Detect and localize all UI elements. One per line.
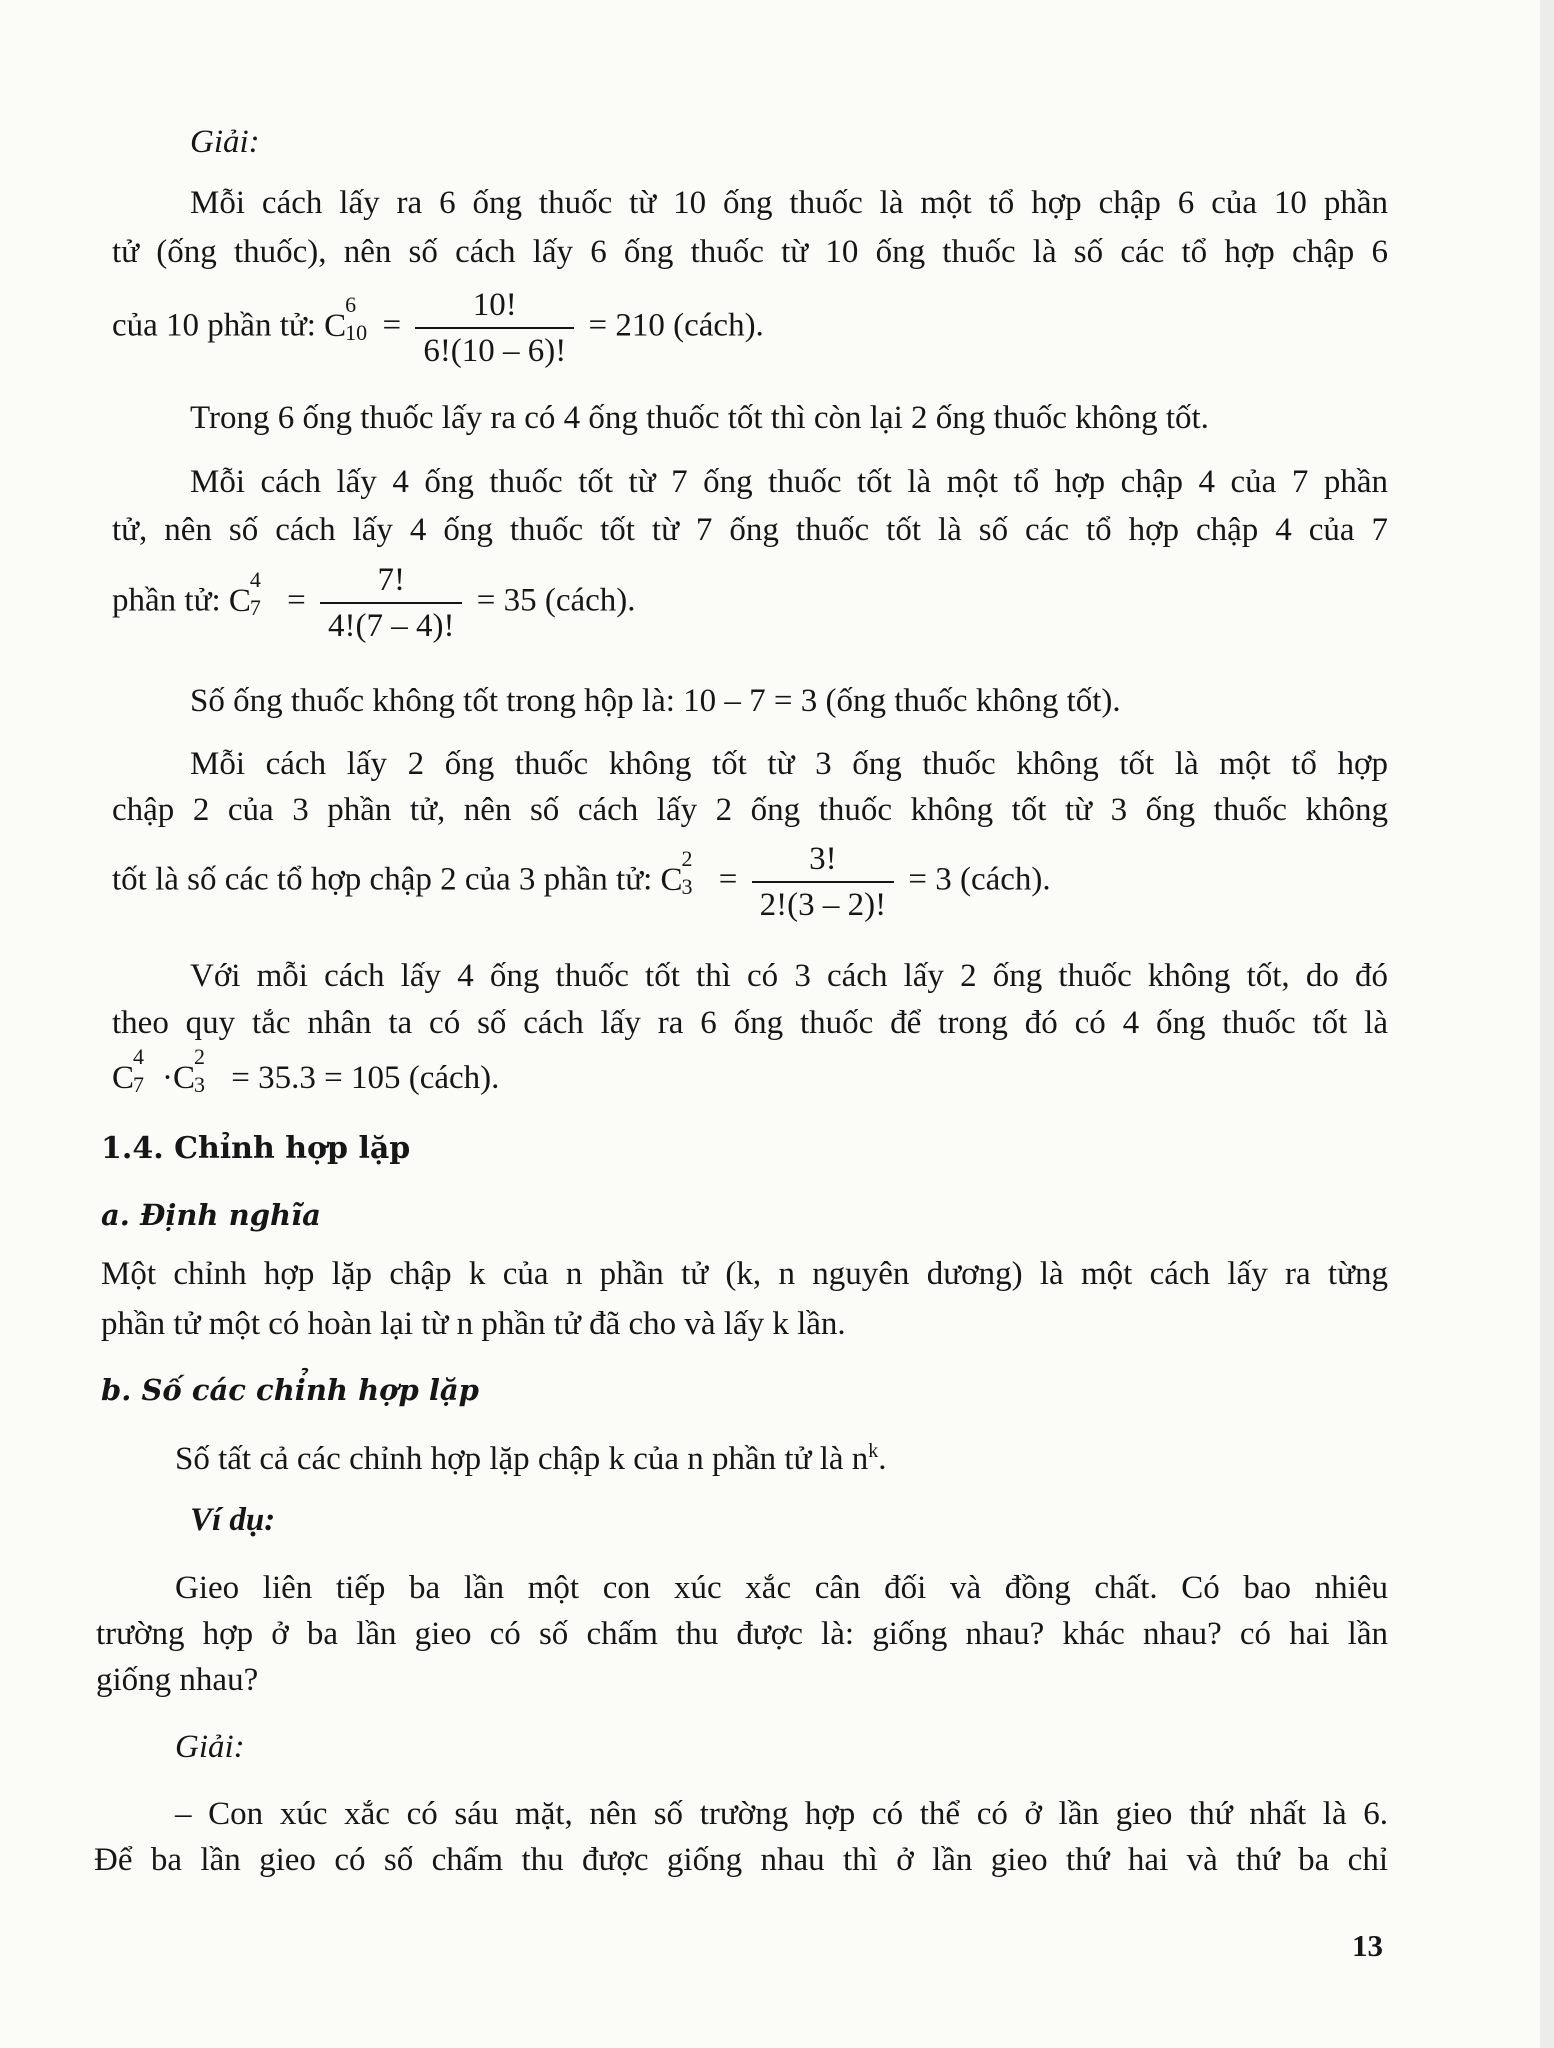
combination-symbol: C 6 10 <box>324 291 368 345</box>
page-edge-shadow <box>1540 0 1554 2048</box>
paragraph-line: Mỗi cách lấy 4 ống thuốc tốt từ 7 ống thuốc tốt là một tổ hợp chập 4 của 7 phần <box>190 464 1388 500</box>
paragraph-line: tử, nên số cách lấy 4 ống thuốc tốt từ 7 ống thuốc tốt là số các tổ hợp chập 4 của 7 <box>112 512 1388 548</box>
combination-symbol: C 2 3 <box>173 1044 206 1097</box>
subsection-heading: a. Định nghĩa <box>101 1198 321 1232</box>
fraction: $\frac{3!}{2!(3 - 2)!}$ <box>752 841 894 923</box>
formula-text: của 10 phần tử: <box>112 307 325 344</box>
section-heading: 1.4. Chỉnh hợp lặp <box>101 1131 411 1166</box>
fraction: $\frac{10!}{6!(10 - 6)!}$ <box>415 287 574 369</box>
example-label: Ví dụ: <box>190 1502 276 1538</box>
combination-symbol: C 4 7 <box>228 566 261 620</box>
combination-symbol: C 2 3 <box>660 845 693 899</box>
paragraph-line: Mỗi cách lấy ra 6 ống thuốc từ 10 ống thuốc là một tổ hợp chập 6 của 10 phần <box>190 185 1388 221</box>
solution-label: Giải: <box>175 1729 245 1765</box>
solution-line: – Con xúc xắc có sáu mặt, nên số trường hợp có thể có ở lần gieo thứ nhất là 6. <box>175 1796 1388 1832</box>
paragraph-line: tử (ống thuốc), nên số cách lấy 6 ống thuốc từ 10 ống thuốc là số các tổ hợp chập 6 <box>112 234 1388 270</box>
fraction: $\frac{7!}{4!(7 - 4)!}$ <box>320 562 462 644</box>
formula-line-1: của 10 phần tử: C 6 10 = $\frac{10!}{6!(10 - 6)!}$ = 210 (cách). <box>112 287 764 369</box>
formula-line-4: C 4 7 ·C 2 3 = 35.3 = 105 (cách). <box>112 1044 500 1097</box>
paragraph-line: chập 2 của 3 phần tử, nên số cách lấy 2 ống thuốc không tốt từ 3 ống thuốc không <box>112 792 1388 828</box>
paragraph-line: Số tất cả các chỉnh hợp lặp chập k của n phần tử là $n^k$. <box>175 1440 887 1477</box>
paragraph-line: Với mỗi cách lấy 4 ống thuốc tốt thì có 3 cách lấy 2 ống thuốc không tốt, do đó <box>190 958 1388 994</box>
paragraph-line: theo quy tắc nhân ta có số cách lấy ra 6 ống thuốc để trong đó có 4 ống thuốc tốt là <box>112 1005 1388 1041</box>
solution-line: Để ba lần gieo có số chấm thu được giống nhau thì ở lần gieo thứ hai và thứ ba chỉ <box>94 1842 1388 1878</box>
paragraph-line: Số ống thuốc không tốt trong hộp là: 10 – 7 = 3 (ống thuốc không tốt). <box>190 683 1121 719</box>
paragraph-line: Trong 6 ống thuốc lấy ra có 4 ống thuốc tốt thì còn lại 2 ống thuốc không tốt. <box>190 400 1209 436</box>
definition-line: Một chỉnh hợp lặp chập k của n phần tử (k, n nguyên dương) là một cách lấy ra từng <box>101 1256 1388 1292</box>
formula-line-2: phần tử: C 4 7 = $\frac{7!}{4!(7 - 4)!}$ = 35 (cách). <box>112 562 636 644</box>
solution-label: Giải: <box>190 124 260 160</box>
paragraph-line: Mỗi cách lấy 2 ống thuốc không tốt từ 3 ống thuốc không tốt là một tổ hợp <box>190 746 1388 782</box>
example-line: trường hợp ở ba lần gieo có số chấm thu được là: giống nhau? khác nhau? có hai lần <box>96 1616 1388 1652</box>
example-line: Gieo liên tiếp ba lần một con xúc xắc cân đối và đồng chất. Có bao nhiêu <box>175 1570 1388 1606</box>
page-number: 13 <box>1352 1928 1383 1963</box>
formula-line-3: tốt là số các tổ hợp chập 2 của 3 phần tử: C 2 3 = $\frac{3!}{2!(3 - 2)!}$ = 3 (cách). <box>112 841 1051 923</box>
subsection-heading: b. Số các chỉnh hợp lặp <box>101 1373 479 1407</box>
example-line: giống nhau? <box>96 1662 259 1698</box>
definition-line: phần tử một có hoàn lại từ n phần tử đã cho và lấy k lần. <box>101 1306 846 1342</box>
combination-symbol: C 4 7 <box>112 1044 144 1097</box>
